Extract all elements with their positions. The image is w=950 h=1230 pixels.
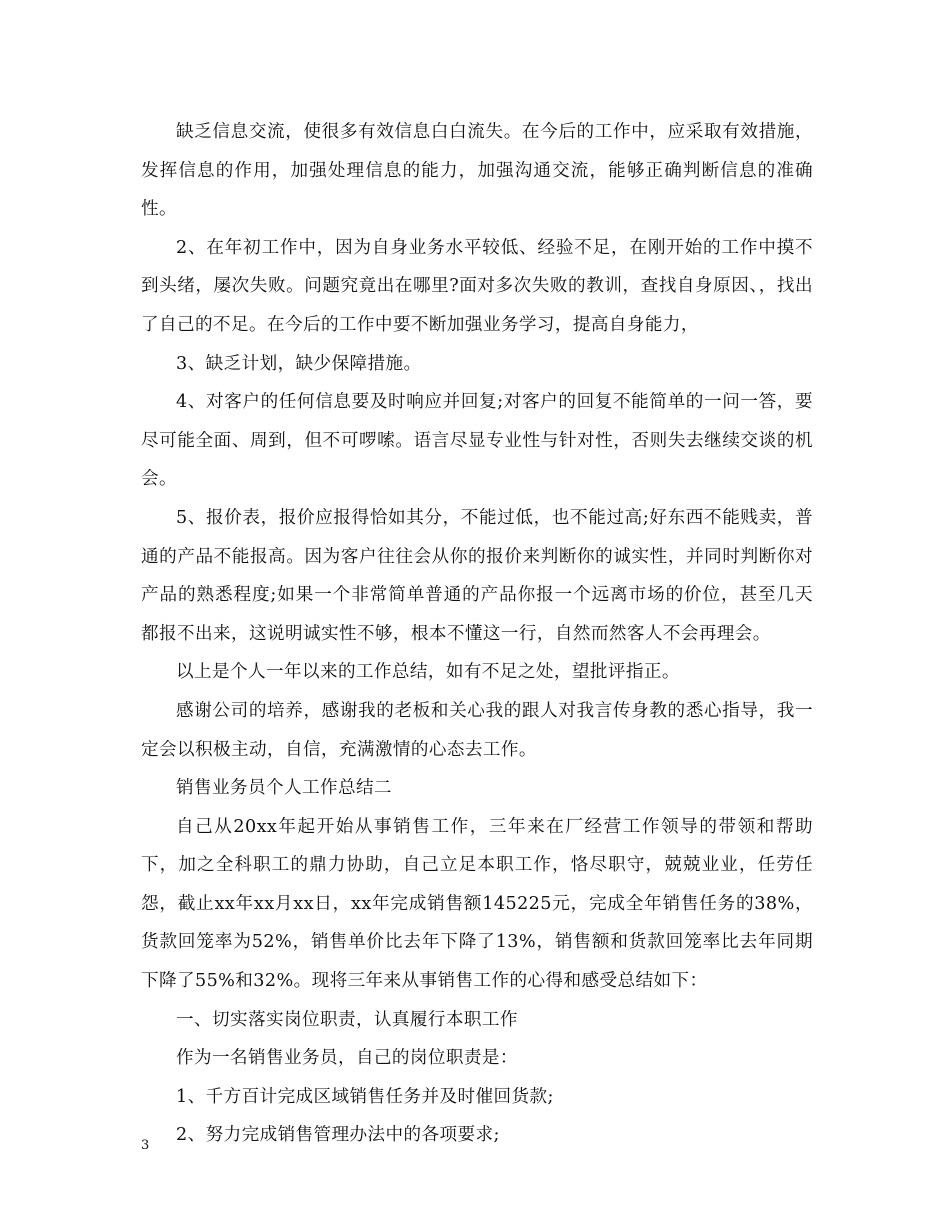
paragraph: 缺乏信息交流，使很多有效信息白白流失。在今后的工作中，应采取有效措施，发挥信息的作用，加强处理信息的能力，加强沟通交流，能够正确判断信息的准确性。 xyxy=(141,122,813,220)
paragraph: 感谢公司的培养，感谢我的老板和关心我的跟人对我言传身教的悉心指导，我一定会以积极主动，自信，充满激情的心态去工作。 xyxy=(141,700,813,760)
paragraph: 作为一名销售业务员，自己的岗位职责是： xyxy=(176,1048,518,1069)
paragraph: 4、对客户的任何信息要及时响应并回复;对客户的回复不能简单的一问一答，要尽可能全面、周到，但不可啰嗦。语言尽显专业性与针对性，否则失去继续交谈的机会。 xyxy=(141,392,813,490)
paragraph: 2、在年初工作中，因为自身业务水平较低、经验不足，在刚开始的工作中摸不到头绪，屡次失败。问题究竟出在哪里?面对多次失败的教训，查找自身原因、，找出了自己的不足。在今后的工作中要不断加强业务学习，提高自身能力， xyxy=(141,237,813,335)
page-number: 3 xyxy=(141,1138,150,1153)
document-body xyxy=(141,113,813,1155)
paragraph: 以上是个人一年以来的工作总结，如有不足之处，望批评指正。 xyxy=(176,662,680,683)
paragraph: 自己从20xx年起开始从事销售工作，三年来在厂经营工作领导的带领和帮助下，加之全科职工的鼎力协助，自己立足本职工作，恪尽职守，兢兢业业，任劳任怨，截止xx年xx月xx日，xx年完成销售额145225元，完成全年销售任务的38%，货款回笼率为52%，销售单价比去年下降了13%，销售额和货款回笼率比去年同期下降了55%和32%。现将三年来从事销售工作的心得和感受总结如下： xyxy=(141,816,813,992)
list-item: 2、努力完成销售管理办法中的各项要求; xyxy=(176,1125,500,1146)
list-item: 1、千方百计完成区域销售任务并及时催回货款; xyxy=(176,1086,554,1107)
paragraph: 5、报价表，报价应报得恰如其分，不能过低，也不能过高;好东西不能贱卖，普通的产品不能报高。因为客户往往会从你的报价来判断你的诚实性，并同时判断你对产品的熟悉程度;如果一个非常简单普通的产品你报一个远离市场的价位，甚至几天都报不出来，这说明诚实性不够，根本不懂这一行，自然而然客人不会再理会。 xyxy=(141,507,813,644)
subsection-heading: 一、切实落实岗位职责，认真履行本职工作 xyxy=(176,1009,518,1030)
paragraph: 3、缺乏计划，缺少保障措施。 xyxy=(176,353,422,374)
section-heading: 销售业务员个人工作总结二 xyxy=(176,778,392,799)
